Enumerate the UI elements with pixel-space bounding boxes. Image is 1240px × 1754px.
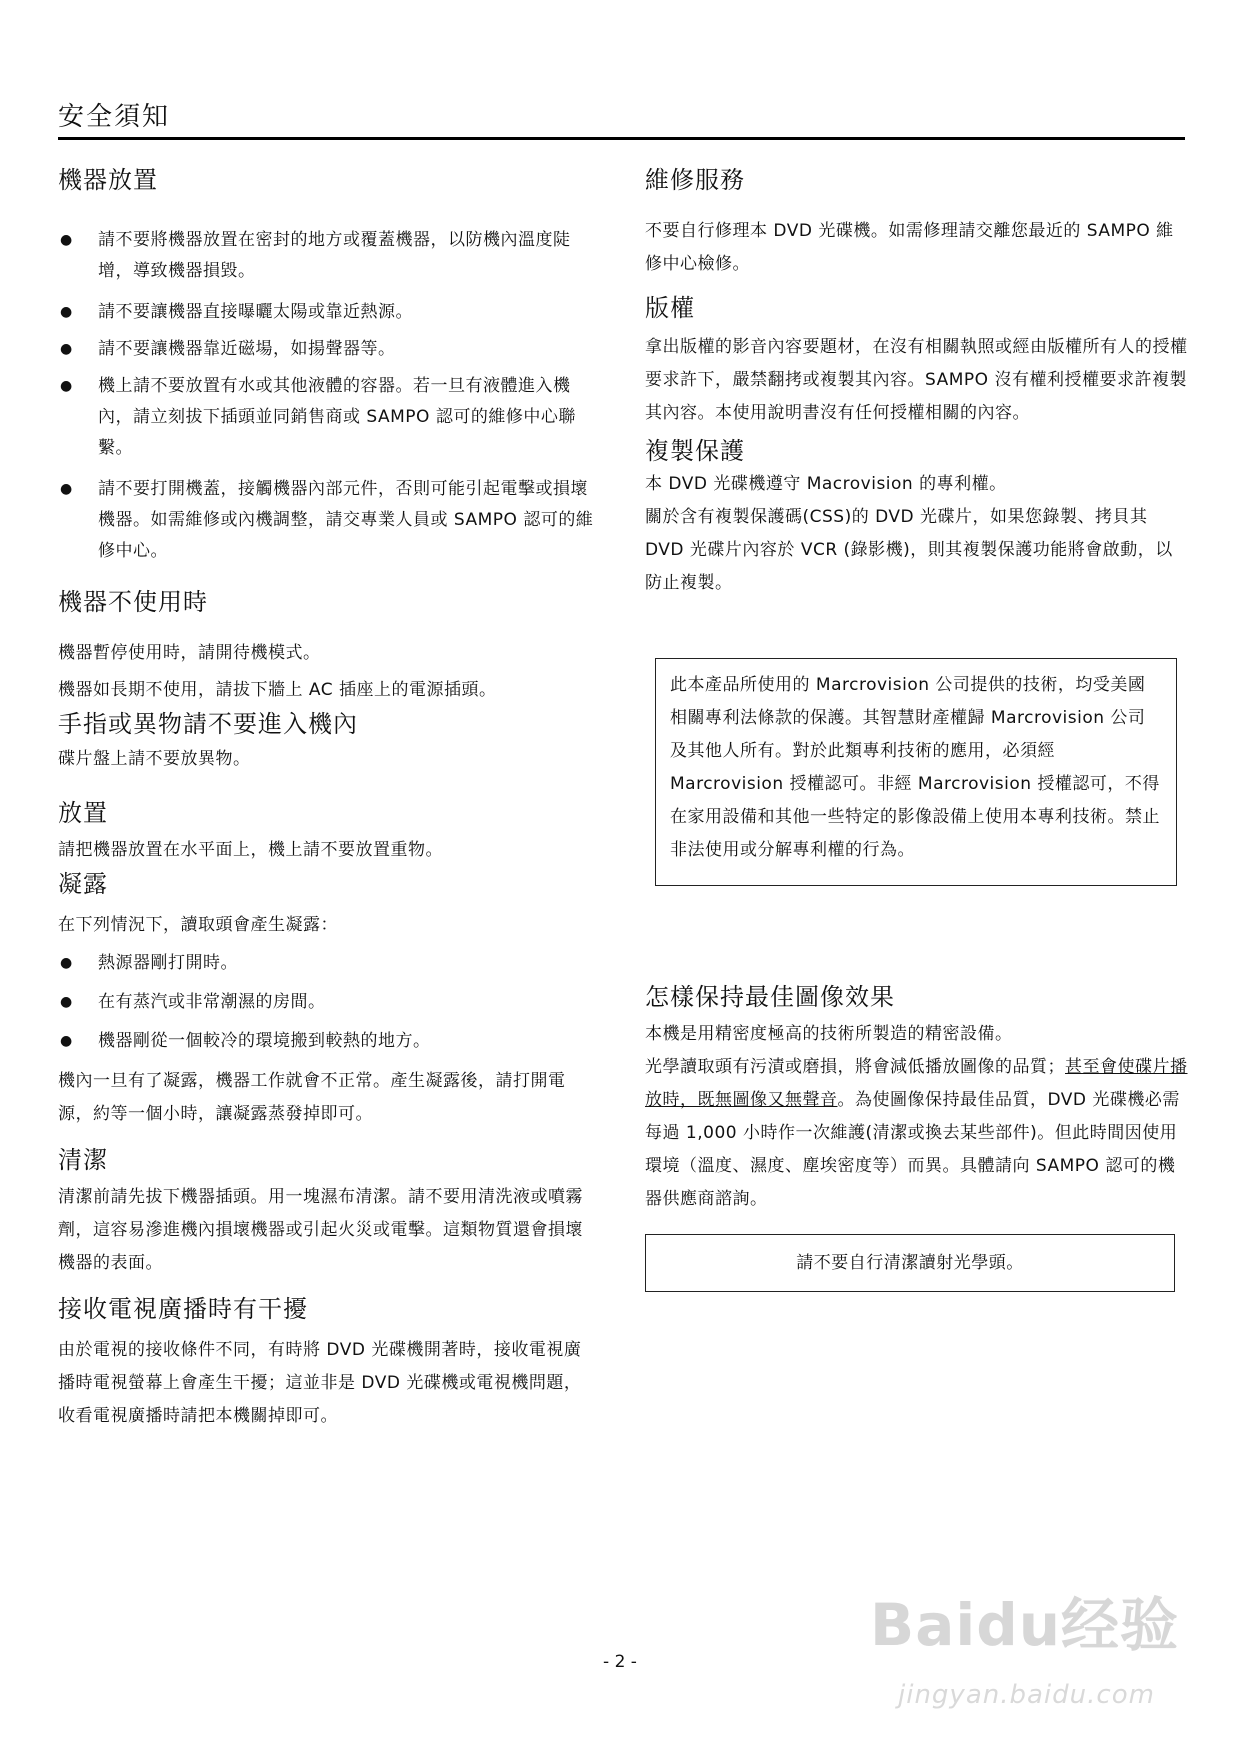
- copy-protection-line-1: 本 DVD 光碟機遵守 Macrovision 的專利權。: [645, 474, 1007, 494]
- section-unused: [58, 587, 598, 707]
- page-title: 安全須知: [58, 102, 171, 132]
- left-column: [58, 165, 598, 1433]
- interference-text: 由於電視的接收條件不同，有時將 DVD 光碟機開著時，接收電視廣播時電視螢幕上會產生干擾；這並非是 DVD 光碟機或電視機問題，收看電視廣播時請把本機關掉即可。: [58, 1340, 582, 1426]
- section-placement: [58, 165, 598, 567]
- list-item: ● 在有蒸汽或非常潮濕的房間。: [58, 987, 598, 1018]
- best-image-body: [645, 1051, 1190, 1216]
- right-column: [645, 165, 1190, 1292]
- heading-placing: 放置: [58, 799, 108, 827]
- section-placing: [58, 798, 598, 867]
- best-image-intro: 本機是用精密度極高的技術所製造的精密設備。: [645, 1024, 1013, 1044]
- service-text: 不要自行修理本 DVD 光碟機。如需修理請交離您最近的 SAMPO 維修中心檢修。: [645, 221, 1174, 274]
- section-cleaning: [58, 1145, 598, 1280]
- unused-line-1: 機器暫停使用時，請開待機模式。: [58, 643, 321, 663]
- watermark-url: jingyan.baidu.com: [898, 1680, 1155, 1710]
- baidu-logo: Baidu经验: [870, 1591, 1180, 1659]
- list-item: ● 請不要讓機器直接曝曬太陽或靠近熱源。: [58, 297, 598, 328]
- section-best-image: [645, 982, 1190, 1216]
- best-image-text-b: 。為使圖像保持最佳品質，DVD 光碟機必需每過 1,000 小時作一次維護(清潔或換去某些部件)。但此時間因使用環境（溫度、濕度、塵埃密度等）而異。具體請向 SAMPO 認可的機器供應商諮詢。: [645, 1090, 1180, 1209]
- placement-list: [58, 225, 598, 567]
- heading-unused: 機器不使用時: [58, 588, 208, 616]
- heading-service: 維修服務: [645, 166, 745, 194]
- copyright-text: 拿出版權的影音內容要題材，在沒有相關執照或經由版權所有人的授權要求許下，嚴禁翻拷或複製其內容。SAMPO 沒有權利授權要求許複製其內容。本使用說明書沒有任何授權相關的內容。: [645, 337, 1188, 423]
- heading-best-image: 怎樣保持最佳圖像效果: [645, 983, 895, 1011]
- lens-warning-box: [645, 1234, 1175, 1292]
- cleaning-text: 清潔前請先拔下機器插頭。用一塊濕布清潔。請不要用清洗液或噴霧劑，這容易滲進機內損壞機器或引起火災或電擊。這類物質還會損壞機器的表面。: [58, 1187, 583, 1273]
- section-service: [645, 165, 1190, 281]
- heading-foreign-objects: 手指或異物請不要進入機內: [58, 710, 358, 738]
- section-interference: [58, 1294, 598, 1433]
- heading-copy-protection: 複製保護: [645, 437, 745, 465]
- baidu-watermark: [870, 1590, 1200, 1740]
- list-item: ● 請不要打開機蓋，接觸機器內部元件，否則可能引起電擊或損壞機器。如需維修或內機調整，請交專業人員或 SAMPO 認可的維修中心。: [58, 474, 598, 567]
- foreign-objects-text: 碟片盤上請不要放異物。: [58, 749, 251, 769]
- section-condensation: [58, 869, 598, 1131]
- condensation-intro: 在下列情況下，讀取頭會產生凝露：: [58, 915, 338, 935]
- heading-copyright: 版權: [645, 294, 695, 322]
- heading-placement: 機器放置: [58, 166, 158, 194]
- condensation-list: [58, 948, 598, 1057]
- section-copyright: [645, 293, 1190, 430]
- best-image-text-a: 光學讀取頭有污漬或磨損，將會減低播放圖像的品質；: [645, 1057, 1065, 1077]
- heading-cleaning: 清潔: [58, 1146, 108, 1174]
- list-item: ● 機器剛從一個較冷的環境搬到較熱的地方。: [58, 1026, 598, 1057]
- list-item: ● 機上請不要放置有水或其他液體的容器。若一旦有液體進入機內，請立刻拔下插頭並同銷售商或 SAMPO 認可的維修中心聯繫。: [58, 371, 598, 464]
- best-image-underlined-text: 甚至會使碟片播放時，既無圖像又無聲音: [645, 1057, 1188, 1110]
- section-foreign-objects: [58, 709, 598, 776]
- list-item: ● 請不要讓機器靠近磁場，如揚聲器等。: [58, 334, 598, 365]
- list-item: ● 請不要將機器放置在密封的地方或覆蓋機器，以防機內溫度陡增，導致機器損毀。: [58, 225, 598, 287]
- heading-condensation: 凝露: [58, 870, 108, 898]
- placing-text: 請把機器放置在水平面上，機上請不要放置重物。: [58, 840, 443, 860]
- macrovision-notice-box: [655, 658, 1177, 886]
- list-item: ● 熱源器剛打開時。: [58, 948, 598, 979]
- condensation-outro: 機內一旦有了凝露，機器工作就會不正常。產生凝露後，請打開電源，約等一個小時，讓凝露蒸發掉即可。: [58, 1071, 566, 1124]
- unused-line-2: 機器如長期不使用，請拔下牆上 AC 插座上的電源插頭。: [58, 680, 497, 700]
- page-number: - 2 -: [603, 1652, 637, 1672]
- copy-protection-line-2: 關於含有複製保護碼(CSS)的 DVD 光碟片，如果您錄製、拷貝其 DVD 光碟片內容於 VCR (錄影機)，則其複製保護功能將會啟動，以防止複製。: [645, 507, 1173, 593]
- section-copy-protection: [645, 436, 1190, 600]
- page-header: [58, 100, 1185, 140]
- macrovision-notice-text: 此本產品所使用的 Marcrovision 公司提供的技術，均受美國相關專利法條款的保護。其智慧財產權歸 Marcrovision 公司及其他人所有。對於此類專利技術的應用，必須經 Marcrovision 授權認可。非經 Marcrovision 授權認可，不得在家用設備和其他一些特定的影像設備上使用本專利技術。禁止非法使用或分解專利權的行為。: [670, 675, 1160, 860]
- lens-warning-text: 請不要自行清潔讀射光學頭。: [796, 1252, 1024, 1273]
- heading-interference: 接收電視廣播時有干擾: [58, 1295, 308, 1323]
